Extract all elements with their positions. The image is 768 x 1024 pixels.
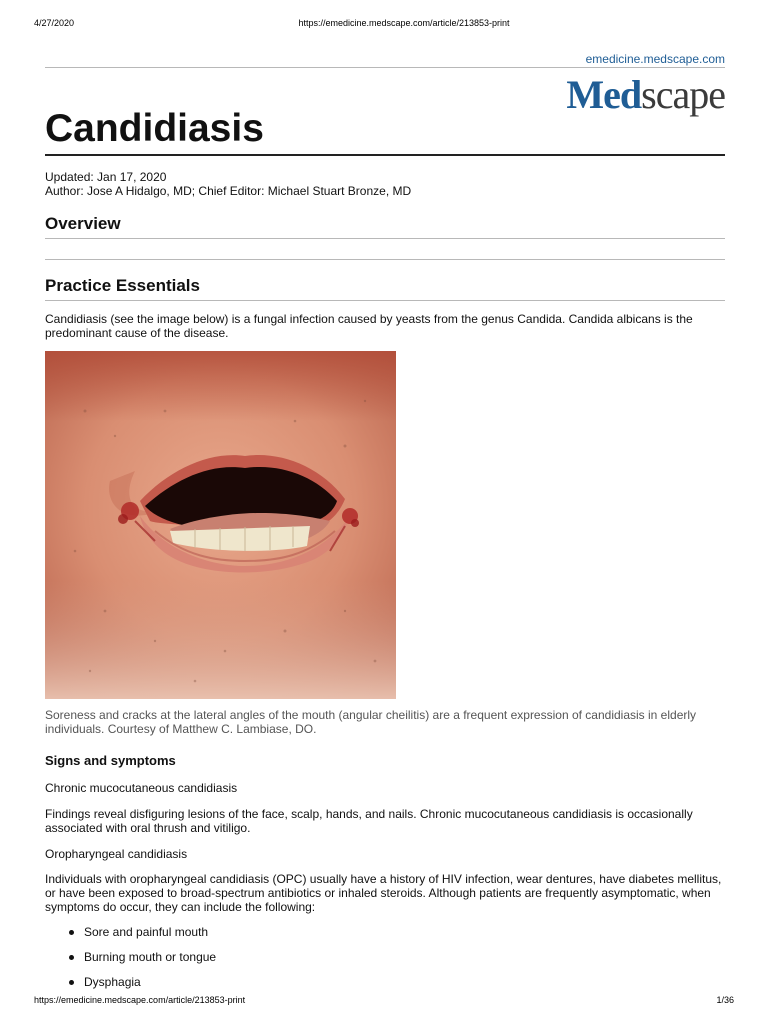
- intro-paragraph: Candidiasis (see the image below) is a fungal infection caused by yeasts from the genus Candida. Candida albicans is the predominant cause of the disease.: [45, 312, 693, 340]
- clinical-photo[interactable]: [45, 351, 396, 699]
- bullet-icon: [69, 955, 74, 960]
- overview-heading: Overview: [45, 214, 121, 233]
- list-item-text: Sore and painful mouth: [84, 925, 209, 939]
- author-line: Author: Jose A Hidalgo, MD; Chief Editor: Michael Stuart Bronze, MD: [45, 184, 412, 198]
- cmc-label: Chronic mucocutaneous candidiasis: [45, 781, 238, 795]
- print-date: 4/27/2020: [34, 18, 75, 28]
- image-caption: Soreness and cracks at the lateral angles of the mouth (angular cheilitis) are a frequent expression of candidiasis in elderly individuals. Courtesy of Matthew C. Lambiase, DO.: [45, 708, 697, 736]
- practice-essentials-divider: [45, 300, 725, 301]
- footer-url[interactable]: https://emedicine.medscape.com/article/213853-print: [34, 995, 246, 1005]
- bullet-icon: [69, 930, 74, 935]
- signs-symptoms-heading: Signs and symptoms: [45, 753, 176, 768]
- section-divider: [45, 259, 725, 260]
- page-number: 1/36: [716, 995, 734, 1005]
- logo-med-text: Med: [566, 72, 642, 117]
- bullet-icon: [69, 980, 74, 985]
- medscape-logo[interactable]: [566, 74, 725, 116]
- title-divider: [45, 154, 725, 156]
- overview-divider: [45, 238, 725, 239]
- print-footer: [34, 995, 734, 1007]
- header-divider: [45, 67, 725, 68]
- page-title: Candidiasis: [45, 107, 264, 150]
- updated-date: Updated: Jan 17, 2020: [45, 170, 167, 184]
- cmc-paragraph: Findings reveal disfiguring lesions of the face, scalp, hands, and nails. Chronic mucocutaneous candidiasis is occasionally associated with oral thrush and vitiligo.: [45, 807, 693, 835]
- site-link[interactable]: emedicine.medscape.com: [585, 52, 725, 66]
- logo-scape-text: scape: [641, 72, 725, 117]
- print-url[interactable]: https://emedicine.medscape.com/article/213853-print: [298, 18, 510, 28]
- practice-essentials-heading: Practice Essentials: [45, 276, 200, 295]
- opc-paragraph: Individuals with oropharyngeal candidiasis (OPC) usually have a history of HIV infection, wear dentures, have diabetes mellitus, or have been exposed to broad-spectrum antibiotics or inhaled steroids. Although patients are frequently asymptomatic, when symptoms do occur, they can include the following:: [45, 872, 722, 914]
- list-item-text: Dysphagia: [84, 975, 141, 989]
- list-item-text: Burning mouth or tongue: [84, 950, 217, 964]
- angular-cheilitis-image: [45, 351, 396, 699]
- print-header: [34, 18, 734, 30]
- opc-label: Oropharyngeal candidiasis: [45, 847, 188, 861]
